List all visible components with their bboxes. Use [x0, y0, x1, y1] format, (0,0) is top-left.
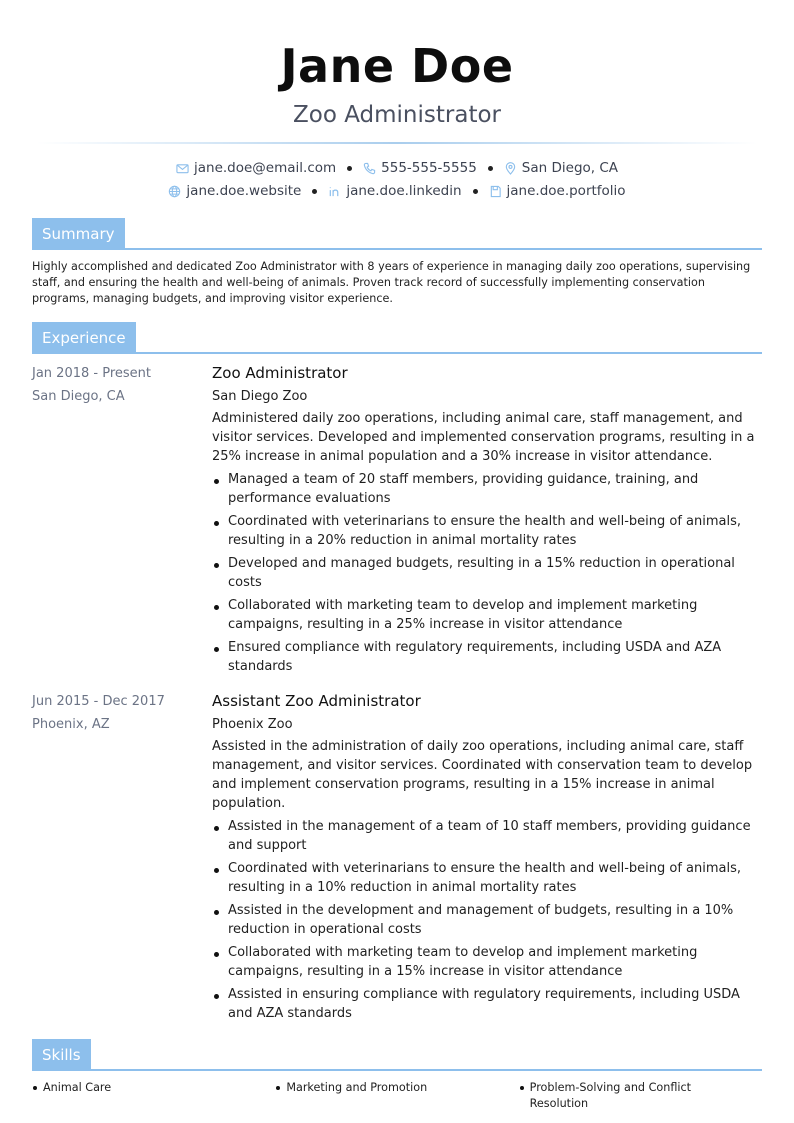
- envelope-icon: [176, 162, 189, 175]
- job-company: Phoenix Zoo: [212, 716, 293, 732]
- contact-location: [504, 158, 618, 178]
- job-bullet: Managed a team of 20 staff members, providing guidance, training, and performance evaluations: [212, 470, 762, 508]
- job-entry: [32, 690, 762, 1027]
- linkedin-icon: [328, 185, 341, 198]
- job-title: Assistant Zoo Administrator: [212, 691, 421, 710]
- contact-linkedin[interactable]: [328, 181, 461, 201]
- job-bullet: Ensured compliance with regulatory requirements, including USDA and AZA standards: [212, 638, 762, 676]
- job-dates: Jan 2018 - Present: [32, 365, 151, 381]
- contact-portfolio[interactable]: [489, 181, 626, 201]
- skills-section-label: Skills: [32, 1039, 91, 1071]
- job-location: San Diego, CA: [32, 388, 125, 404]
- job-dates: Jun 2015 - Dec 2017: [32, 693, 165, 709]
- job-bullet: Developed and managed budgets, resulting in a 15% reduction in operational costs: [212, 554, 762, 592]
- contact-website[interactable]: [168, 181, 301, 201]
- contact-location-text: San Diego, CA: [521, 160, 619, 176]
- summary-text: Highly accomplished and dedicated Zoo Administrator with 8 years of experience in managing daily zoo operations, supervising staff, and ensuring the health and well-being of animals. Proven track record of successfully implementing conservation programs, managing budgets, and improving visitor experience.: [32, 260, 751, 306]
- job-bullet: Assisted in the management of a team of 10 staff members, providing guidance and support: [212, 817, 762, 855]
- contact-line-2: [0, 181, 794, 201]
- job-bullets: [212, 470, 762, 676]
- contact-linkedin-text: jane.doe.linkedin: [346, 183, 462, 199]
- job-title: Zoo Administrator: [212, 363, 348, 382]
- skills-list: [32, 1080, 762, 1112]
- job-body: [212, 690, 762, 1027]
- job-description: Assisted in the administration of daily zoo operations, including animal care, staff management, and visitor services. Coordinated with conservation team to develop and implement conservation programs, resulting in a 15% increase in animal population.: [212, 738, 753, 811]
- experience-section-label: Experience: [32, 322, 136, 354]
- job-bullet: Assisted in the development and management of budgets, resulting in a 10% reduction in operational costs: [212, 901, 762, 939]
- candidate-name: Jane Doe: [280, 39, 514, 93]
- experience-section-header: [32, 322, 762, 354]
- job-body: [212, 362, 762, 680]
- contact-line-1: [0, 158, 794, 178]
- location-pin-icon: [504, 162, 517, 175]
- job-bullet: Collaborated with marketing team to develop and implement marketing campaigns, resulting in a 15% increase in visitor attendance: [212, 943, 762, 981]
- job-description: Administered daily zoo operations, including animal care, staff management, and visitor services. Developed and implemented conservation programs, resulting in a 25% increase in animal population and a 30% increase in visitor attendance.: [212, 410, 755, 464]
- contact-email-text: jane.doe@email.com: [193, 160, 337, 176]
- skills-section-header: [32, 1039, 762, 1071]
- contact-phone[interactable]: [363, 158, 477, 178]
- header-divider: [37, 142, 757, 144]
- job-meta: [32, 362, 212, 680]
- resume-header: [0, 0, 794, 144]
- phone-icon: [363, 162, 376, 175]
- portfolio-icon: [489, 185, 502, 198]
- job-company: San Diego Zoo: [212, 388, 308, 404]
- contact-info: [0, 158, 794, 201]
- candidate-title: Zoo Administrator: [293, 102, 501, 128]
- summary-section-header: [32, 218, 762, 250]
- job-meta: [32, 690, 212, 1027]
- skill-item: Problem-Solving and Conflict Resolution: [519, 1080, 762, 1112]
- contact-email[interactable]: [176, 158, 336, 178]
- job-bullet: Assisted in ensuring compliance with regulatory requirements, including USDA and AZA standards: [212, 985, 762, 1023]
- skill-item: Animal Care: [32, 1080, 275, 1112]
- contact-portfolio-text: jane.doe.portfolio: [506, 183, 626, 199]
- skill-item: Marketing and Promotion: [275, 1080, 518, 1112]
- job-bullet: Coordinated with veterinarians to ensure the health and well-being of animals, resulting in a 10% reduction in animal mortality rates: [212, 859, 762, 897]
- separator-dot: [312, 189, 317, 194]
- globe-icon: [168, 185, 181, 198]
- summary-section-label: Summary: [32, 218, 125, 250]
- separator-dot: [473, 189, 478, 194]
- separator-dot: [488, 166, 493, 171]
- job-bullet: Collaborated with marketing team to develop and implement marketing campaigns, resulting in a 25% increase in visitor attendance: [212, 596, 762, 634]
- job-bullets: [212, 817, 762, 1023]
- job-bullet: Coordinated with veterinarians to ensure the health and well-being of animals, resulting in a 20% reduction in animal mortality rates: [212, 512, 762, 550]
- job-entry: [32, 362, 762, 680]
- contact-website-text: jane.doe.website: [186, 183, 302, 199]
- contact-phone-text: 555-555-5555: [381, 160, 477, 176]
- job-location: Phoenix, AZ: [32, 716, 110, 732]
- separator-dot: [347, 166, 352, 171]
